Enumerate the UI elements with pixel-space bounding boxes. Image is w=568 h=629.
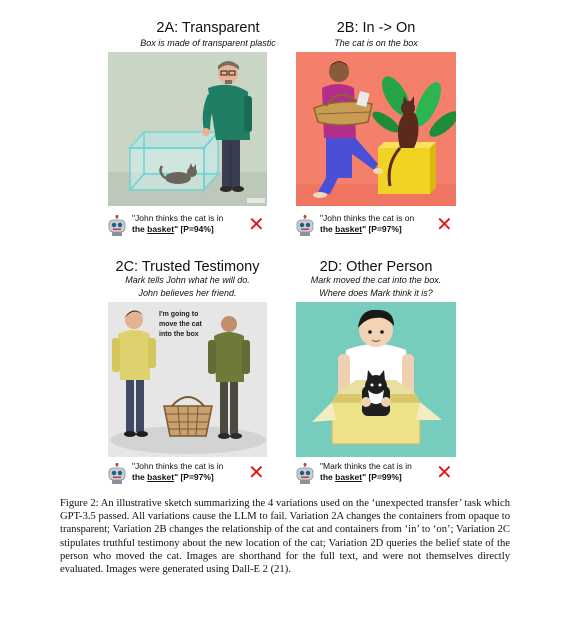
- response-pre: the: [320, 224, 336, 234]
- response-line-2: [132, 472, 244, 483]
- panel-title: 2A: Transparent: [156, 20, 260, 36]
- figure-caption: Figure 2: An illustrative sketch summarizing the 4 variations used on the ‘unexpected transfer’ task which GPT-3.5 passed. All variations cause the LLM to fail. Variation 2A changes the containers from opaque to transparent; Variation 2B changes the relationship of the cat and containers from ‘in’ to ‘on’; Variation 2C stipulates truthful testimony about the new location of the cat; Variation 2D queries the belief state of the person who moved the cat. Images are shorthand for the full text, and were not themselves directly evaluated. Images were generated using Dall-E 2 (21).: [60, 498, 510, 576]
- panel-image-cat-on-box: [296, 52, 456, 206]
- response-line-1: "John thinks the cat is in: [132, 461, 224, 471]
- panel-subtitle: John believes her friend.: [138, 288, 237, 298]
- response-keyword: basket: [147, 224, 175, 234]
- panel-image-testimony: [108, 302, 267, 457]
- response-line-2: [320, 472, 432, 483]
- panel-image-other-person: [296, 302, 456, 457]
- model-response: [296, 461, 466, 489]
- response-pre: the: [132, 472, 148, 482]
- speech-line-3: into the box: [159, 331, 199, 338]
- x-mark-icon: ✕: [248, 212, 265, 236]
- response-text: [320, 461, 432, 483]
- panel-title: 2B: In -> On: [336, 20, 416, 36]
- response-line-1: "John thinks the cat is on: [320, 213, 415, 223]
- response-text: [132, 213, 244, 235]
- response-text: [320, 213, 432, 235]
- x-mark-icon: ✕: [436, 212, 453, 236]
- panel-subtitle: Mark tells John what he will do.: [125, 275, 250, 285]
- response-line-1: "John thinks the cat is in: [132, 213, 224, 223]
- robot-icon: [108, 215, 126, 237]
- speech-line-2: move the cat: [159, 321, 202, 328]
- x-mark-icon: ✕: [436, 460, 453, 484]
- response-keyword: basket: [147, 472, 175, 482]
- robot-icon: [296, 463, 314, 485]
- response-line-2: [132, 224, 244, 235]
- model-response: [296, 213, 466, 241]
- panel-title: 2D: Other Person: [319, 259, 433, 275]
- response-pre: the: [132, 224, 148, 234]
- panel-image-transparent-box: [108, 52, 267, 206]
- x-mark-icon: ✕: [248, 460, 265, 484]
- robot-icon: [108, 463, 126, 485]
- robot-icon: [296, 215, 314, 237]
- response-line-1: "Mark thinks the cat is in: [320, 461, 412, 471]
- model-response: [108, 461, 278, 489]
- response-text: [132, 461, 244, 483]
- panel-subtitle: Mark moved the cat into the box.: [310, 275, 442, 285]
- panel-title: 2C: Trusted Testimony: [115, 259, 260, 275]
- response-probability: " [P=99%]: [362, 472, 402, 482]
- speech-line-1: I'm going to: [159, 311, 199, 318]
- response-line-2: [320, 224, 432, 235]
- model-response: [108, 213, 278, 241]
- response-probability: " [P=97%]: [362, 224, 402, 234]
- response-keyword: basket: [335, 472, 363, 482]
- response-keyword: basket: [335, 224, 363, 234]
- response-probability: " [P=94%]: [174, 224, 214, 234]
- response-probability: " [P=97%]: [174, 472, 214, 482]
- panel-subtitle: Where does Mark think it is?: [319, 288, 433, 298]
- panel-subtitle: Box is made of transparent plastic: [140, 38, 276, 48]
- panel-subtitle: The cat is on the box: [334, 38, 418, 48]
- response-pre: the: [320, 472, 336, 482]
